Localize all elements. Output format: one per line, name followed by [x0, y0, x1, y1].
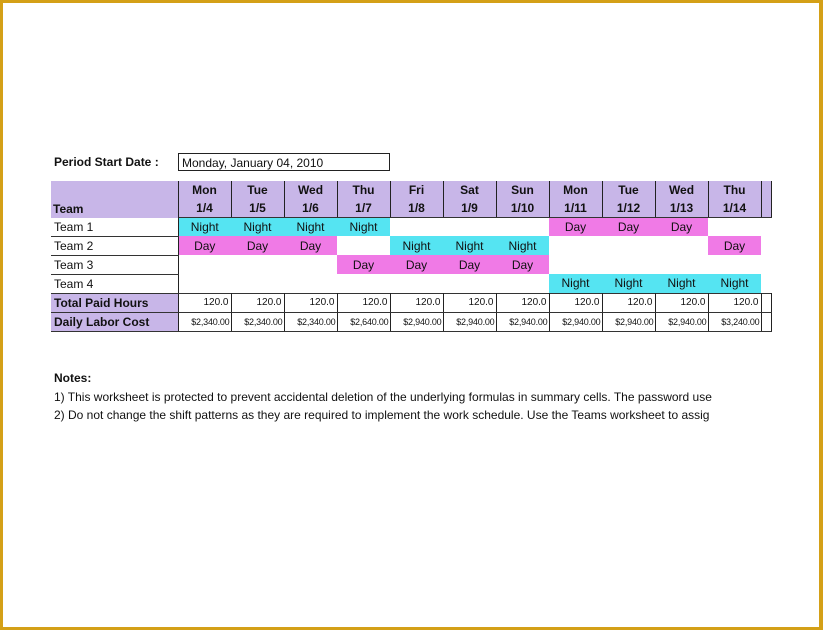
period-start-label: Period Start Date :: [54, 155, 159, 169]
notes-section: [54, 371, 774, 426]
shift-cell[interactable]: Night: [231, 218, 284, 237]
shift-cell[interactable]: Night: [602, 274, 655, 293]
shift-cell[interactable]: Day: [602, 218, 655, 237]
labor-cost-cell: $2,940.00: [390, 312, 443, 331]
day-header-date: 1/11: [549, 199, 602, 218]
shift-cell[interactable]: [337, 274, 390, 293]
labor-cost-cell: $2,940.00: [496, 312, 549, 331]
shift-cell[interactable]: [284, 274, 337, 293]
day-header-weekday: Wed: [284, 181, 337, 199]
shift-cell[interactable]: Day: [178, 236, 231, 255]
shift-cell[interactable]: Day: [231, 236, 284, 255]
shift-cell[interactable]: [443, 274, 496, 293]
shift-cell[interactable]: Day: [655, 218, 708, 237]
shift-cell[interactable]: [443, 218, 496, 237]
shift-cell[interactable]: [549, 255, 602, 274]
note-line-1: 1) This worksheet is protected to prevent accidental deletion of the underlying formulas in summary cells. The password use: [54, 390, 712, 404]
total-hours-cell: 120.0: [655, 293, 708, 312]
daily-labor-cost-row: [51, 312, 771, 331]
shift-cell[interactable]: Day: [337, 255, 390, 274]
day-header-weekday: Sun: [496, 181, 549, 199]
shift-cell[interactable]: [337, 236, 390, 255]
shift-cell[interactable]: Night: [390, 236, 443, 255]
labor-cost-cell: $2,340.00: [178, 312, 231, 331]
total-hours-cell: 120.0: [496, 293, 549, 312]
shift-cell[interactable]: Night: [496, 236, 549, 255]
day-header-date: 1/10: [496, 199, 549, 218]
total-paid-hours-row: [51, 293, 771, 312]
day-header-date: 1/12: [602, 199, 655, 218]
shift-cell[interactable]: Day: [708, 236, 761, 255]
shift-cell[interactable]: [602, 236, 655, 255]
total-hours-cell: [761, 293, 771, 312]
day-header-date: 1/4: [178, 199, 231, 218]
shift-cell[interactable]: [496, 274, 549, 293]
labor-cost-cell: $2,340.00: [231, 312, 284, 331]
day-header-date: 1/5: [231, 199, 284, 218]
day-header-weekday: Mon: [549, 181, 602, 199]
team-name: Team 1: [51, 218, 178, 237]
day-header-weekday: Tue: [231, 181, 284, 199]
labor-cost-cell: $3,240.00: [708, 312, 761, 331]
shift-cell[interactable]: [708, 255, 761, 274]
total-hours-cell: 120.0: [337, 293, 390, 312]
period-start-input[interactable]: Monday, January 04, 2010: [178, 153, 390, 171]
shift-cell[interactable]: [231, 255, 284, 274]
total-hours-cell: 120.0: [390, 293, 443, 312]
shift-cell[interactable]: Day: [496, 255, 549, 274]
total-hours-cell: 120.0: [284, 293, 337, 312]
day-header-date: [761, 199, 771, 218]
day-header-weekday: Tue: [602, 181, 655, 199]
shift-cell[interactable]: [496, 218, 549, 237]
shift-cell[interactable]: [602, 255, 655, 274]
shift-cell[interactable]: Night: [655, 274, 708, 293]
shift-cell[interactable]: Night: [178, 218, 231, 237]
shift-cell[interactable]: [708, 218, 761, 237]
daily-labor-cost-label: Daily Labor Cost: [51, 312, 178, 331]
day-header-weekday: Mon: [178, 181, 231, 199]
shift-cell[interactable]: [549, 236, 602, 255]
shift-cell[interactable]: Night: [284, 218, 337, 237]
day-header-date: 1/6: [284, 199, 337, 218]
shift-cell[interactable]: [178, 255, 231, 274]
shift-cell[interactable]: Night: [708, 274, 761, 293]
shift-cell[interactable]: [655, 236, 708, 255]
schedule-table: [51, 181, 772, 332]
total-hours-cell: 120.0: [178, 293, 231, 312]
total-hours-cell: 120.0: [708, 293, 761, 312]
shift-cell[interactable]: Night: [549, 274, 602, 293]
labor-cost-cell: $2,940.00: [655, 312, 708, 331]
shift-cell[interactable]: Day: [390, 255, 443, 274]
total-hours-cell: 120.0: [443, 293, 496, 312]
day-header-weekday: Thu: [708, 181, 761, 199]
day-header-weekday: Sat: [443, 181, 496, 199]
total-hours-cell: 120.0: [231, 293, 284, 312]
shift-cell[interactable]: [761, 274, 771, 293]
day-header-weekday: Wed: [655, 181, 708, 199]
labor-cost-cell: $2,940.00: [443, 312, 496, 331]
team-row: [51, 255, 771, 274]
day-header-date: 1/8: [390, 199, 443, 218]
labor-cost-cell: $2,940.00: [602, 312, 655, 331]
total-hours-cell: 120.0: [549, 293, 602, 312]
day-header-weekday: [761, 181, 771, 199]
total-paid-hours-label: Total Paid Hours: [51, 293, 178, 312]
day-header-weekday: Thu: [337, 181, 390, 199]
team-name: Team 3: [51, 255, 178, 274]
day-header-date: 1/7: [337, 199, 390, 218]
header-row-weekday: [51, 181, 771, 199]
shift-cell[interactable]: [178, 274, 231, 293]
team-name: Team 2: [51, 236, 178, 255]
labor-cost-cell: $2,340.00: [284, 312, 337, 331]
total-hours-cell: 120.0: [602, 293, 655, 312]
shift-cell[interactable]: [284, 255, 337, 274]
shift-cell[interactable]: Night: [337, 218, 390, 237]
notes-title: Notes:: [54, 371, 92, 385]
team-row: [51, 218, 771, 237]
shift-cell[interactable]: [655, 255, 708, 274]
labor-cost-cell: [761, 312, 771, 331]
labor-cost-cell: $2,640.00: [337, 312, 390, 331]
shift-cell[interactable]: [761, 236, 771, 255]
shift-cell[interactable]: [761, 255, 771, 274]
day-header-date: 1/9: [443, 199, 496, 218]
shift-cell[interactable]: Night: [443, 236, 496, 255]
day-header-date: 1/14: [708, 199, 761, 218]
shift-cell[interactable]: Day: [443, 255, 496, 274]
shift-cell[interactable]: [761, 218, 771, 237]
labor-cost-cell: $2,940.00: [549, 312, 602, 331]
team-column-header: Team: [51, 181, 178, 218]
team-name: Team 4: [51, 274, 178, 293]
shift-cell[interactable]: Day: [284, 236, 337, 255]
day-header-weekday: Fri: [390, 181, 443, 199]
team-row: [51, 274, 771, 293]
shift-cell[interactable]: [390, 274, 443, 293]
note-line-2: 2) Do not change the shift patterns as they are required to implement the work schedule. Use the Teams worksheet to assig: [54, 408, 710, 422]
team-row: [51, 236, 771, 255]
shift-cell[interactable]: [390, 218, 443, 237]
shift-cell[interactable]: Day: [549, 218, 602, 237]
day-header-date: 1/13: [655, 199, 708, 218]
schedule-grid: [51, 181, 821, 332]
shift-cell[interactable]: [231, 274, 284, 293]
